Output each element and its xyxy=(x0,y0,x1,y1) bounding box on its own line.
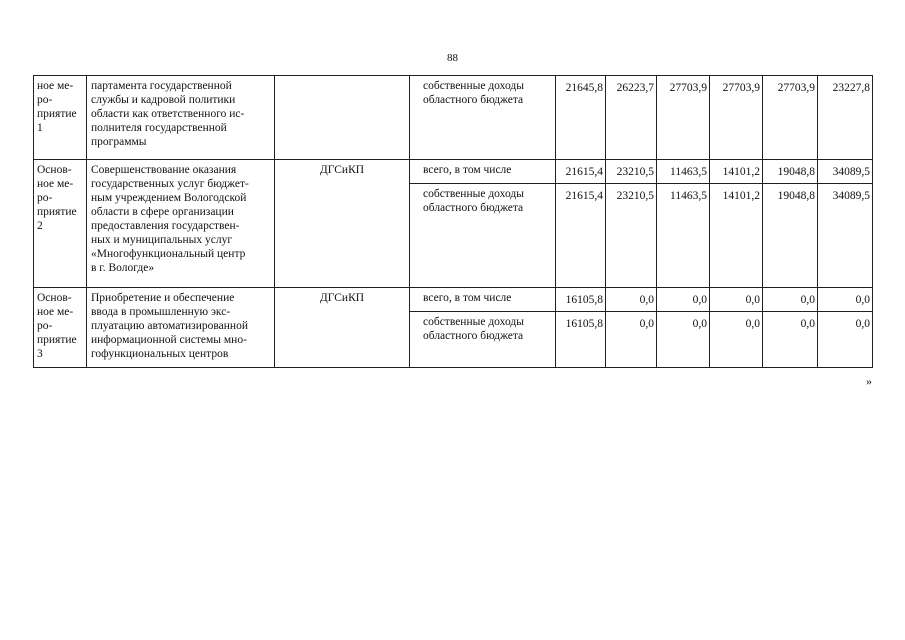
measure-description-line: полнителя государственной xyxy=(91,122,227,134)
measure-name-line: ро- xyxy=(37,320,53,332)
measure-description-line: предоставления государствен- xyxy=(91,220,240,232)
funding-source-cell xyxy=(410,312,556,368)
funding-value-cell: 16105,8 xyxy=(556,288,606,312)
measure-name-line: 3 xyxy=(37,348,43,360)
funding-source-line: всего, в том числе xyxy=(423,292,512,304)
measure-description-cell xyxy=(87,76,275,160)
measure-name-line: ро- xyxy=(37,94,53,106)
measure-name-line: приятие xyxy=(37,108,77,120)
measure-description-line: области как ответственного ис- xyxy=(91,108,245,120)
funding-value-cell: 11463,5 xyxy=(657,160,710,184)
funding-value-cell: 0,0 xyxy=(657,312,710,368)
funding-value-cell: 0,0 xyxy=(606,288,657,312)
measure-description-line: службы и кадровой политики xyxy=(91,94,236,106)
funding-source-line: областного бюджета xyxy=(423,202,524,214)
executor-cell xyxy=(275,288,410,368)
measure-name-line: Основ- xyxy=(37,292,72,304)
table-row xyxy=(34,160,873,184)
measure-name-line: ро- xyxy=(37,192,53,204)
measure-name-line: 1 xyxy=(37,122,43,134)
measure-description-line: области в сфере организации xyxy=(91,206,234,218)
funding-source-line: собственные доходы xyxy=(423,80,524,92)
funding-value-cell: 21615,4 xyxy=(556,160,606,184)
funding-source-cell xyxy=(410,184,556,288)
measure-description-line: партамента государственной xyxy=(91,80,232,92)
funding-value-cell: 23227,8 xyxy=(818,76,873,160)
measure-description-line: в г. Вологде» xyxy=(91,262,155,274)
funding-source-line: всего, в том числе xyxy=(423,164,512,176)
table-row xyxy=(34,288,873,312)
measure-description-line: ввода в промышленную экс- xyxy=(91,306,231,318)
executor-cell xyxy=(275,76,410,160)
funding-source-line: областного бюджета xyxy=(423,330,524,342)
measure-description-line: информационной системы мно- xyxy=(91,334,247,346)
funding-value-cell: 0,0 xyxy=(710,288,763,312)
executor-label: ДГСиКП xyxy=(319,164,365,176)
page-number: 88 xyxy=(447,52,458,64)
funding-value-cell: 27703,9 xyxy=(710,76,763,160)
funding-value-cell: 23210,5 xyxy=(606,184,657,288)
funding-value-cell: 0,0 xyxy=(657,288,710,312)
funding-source-cell xyxy=(410,160,556,184)
measure-description-line: государственных услуг бюджет- xyxy=(91,178,249,190)
funding-value-cell: 0,0 xyxy=(606,312,657,368)
funding-value-cell: 23210,5 xyxy=(606,160,657,184)
funding-value-cell: 16105,8 xyxy=(556,312,606,368)
funding-value-cell: 19048,8 xyxy=(763,184,818,288)
measure-description-line: гофункциональных центров xyxy=(91,348,229,360)
closing-quote-mark: » xyxy=(866,374,872,388)
executor-cell xyxy=(275,160,410,288)
executor-label: ДГСиКП xyxy=(319,292,365,304)
measure-description-line: ных и муниципальных услуг xyxy=(91,234,233,246)
funding-value-cell: 0,0 xyxy=(710,312,763,368)
funding-value-cell: 0,0 xyxy=(818,312,873,368)
measure-name-line: ное ме- xyxy=(37,80,74,92)
funding-value-cell: 0,0 xyxy=(763,312,818,368)
measure-name-line: 2 xyxy=(37,220,43,232)
funding-value-cell: 26223,7 xyxy=(606,76,657,160)
funding-value-cell: 0,0 xyxy=(763,288,818,312)
funding-value-cell: 11463,5 xyxy=(657,184,710,288)
funding-value-cell: 19048,8 xyxy=(763,160,818,184)
measure-description-line: программы xyxy=(91,136,147,148)
measure-description-line: Приобретение и обеспечение xyxy=(91,292,235,304)
measure-name-line: приятие xyxy=(37,334,77,346)
measure-name-cell xyxy=(34,288,87,368)
funding-value-cell: 0,0 xyxy=(818,288,873,312)
measure-name-line: Основ- xyxy=(37,164,72,176)
measure-description-line: ным учреждением Вологодской xyxy=(91,192,247,204)
measure-name-line: ное ме- xyxy=(37,306,74,318)
measure-description-line: Совершенствование оказания xyxy=(91,164,237,176)
funding-value-cell: 27703,9 xyxy=(657,76,710,160)
measure-name-line: ное ме- xyxy=(37,178,74,190)
funding-value-cell: 14101,2 xyxy=(710,160,763,184)
measure-description-line: «Многофункциональный центр xyxy=(91,248,246,260)
measure-description-line: плуатацию автоматизированной xyxy=(91,320,248,332)
funding-source-line: собственные доходы xyxy=(423,316,524,328)
funding-value-cell: 21615,4 xyxy=(556,184,606,288)
funding-source-cell xyxy=(410,288,556,312)
funding-value-cell: 27703,9 xyxy=(763,76,818,160)
measure-description-cell xyxy=(87,160,275,288)
table-body xyxy=(34,76,873,368)
funding-value-cell: 21645,8 xyxy=(556,76,606,160)
program-measures-table xyxy=(33,75,873,368)
funding-source-cell xyxy=(410,76,556,160)
funding-value-cell: 34089,5 xyxy=(818,160,873,184)
funding-value-cell: 14101,2 xyxy=(710,184,763,288)
funding-source-line: собственные доходы xyxy=(423,188,524,200)
measure-name-cell xyxy=(34,76,87,160)
measure-description-cell xyxy=(87,288,275,368)
measure-name-line: приятие xyxy=(37,206,77,218)
measure-name-cell xyxy=(34,160,87,288)
table-row xyxy=(34,76,873,160)
funding-value-cell: 34089,5 xyxy=(818,184,873,288)
funding-source-line: областного бюджета xyxy=(423,94,524,106)
